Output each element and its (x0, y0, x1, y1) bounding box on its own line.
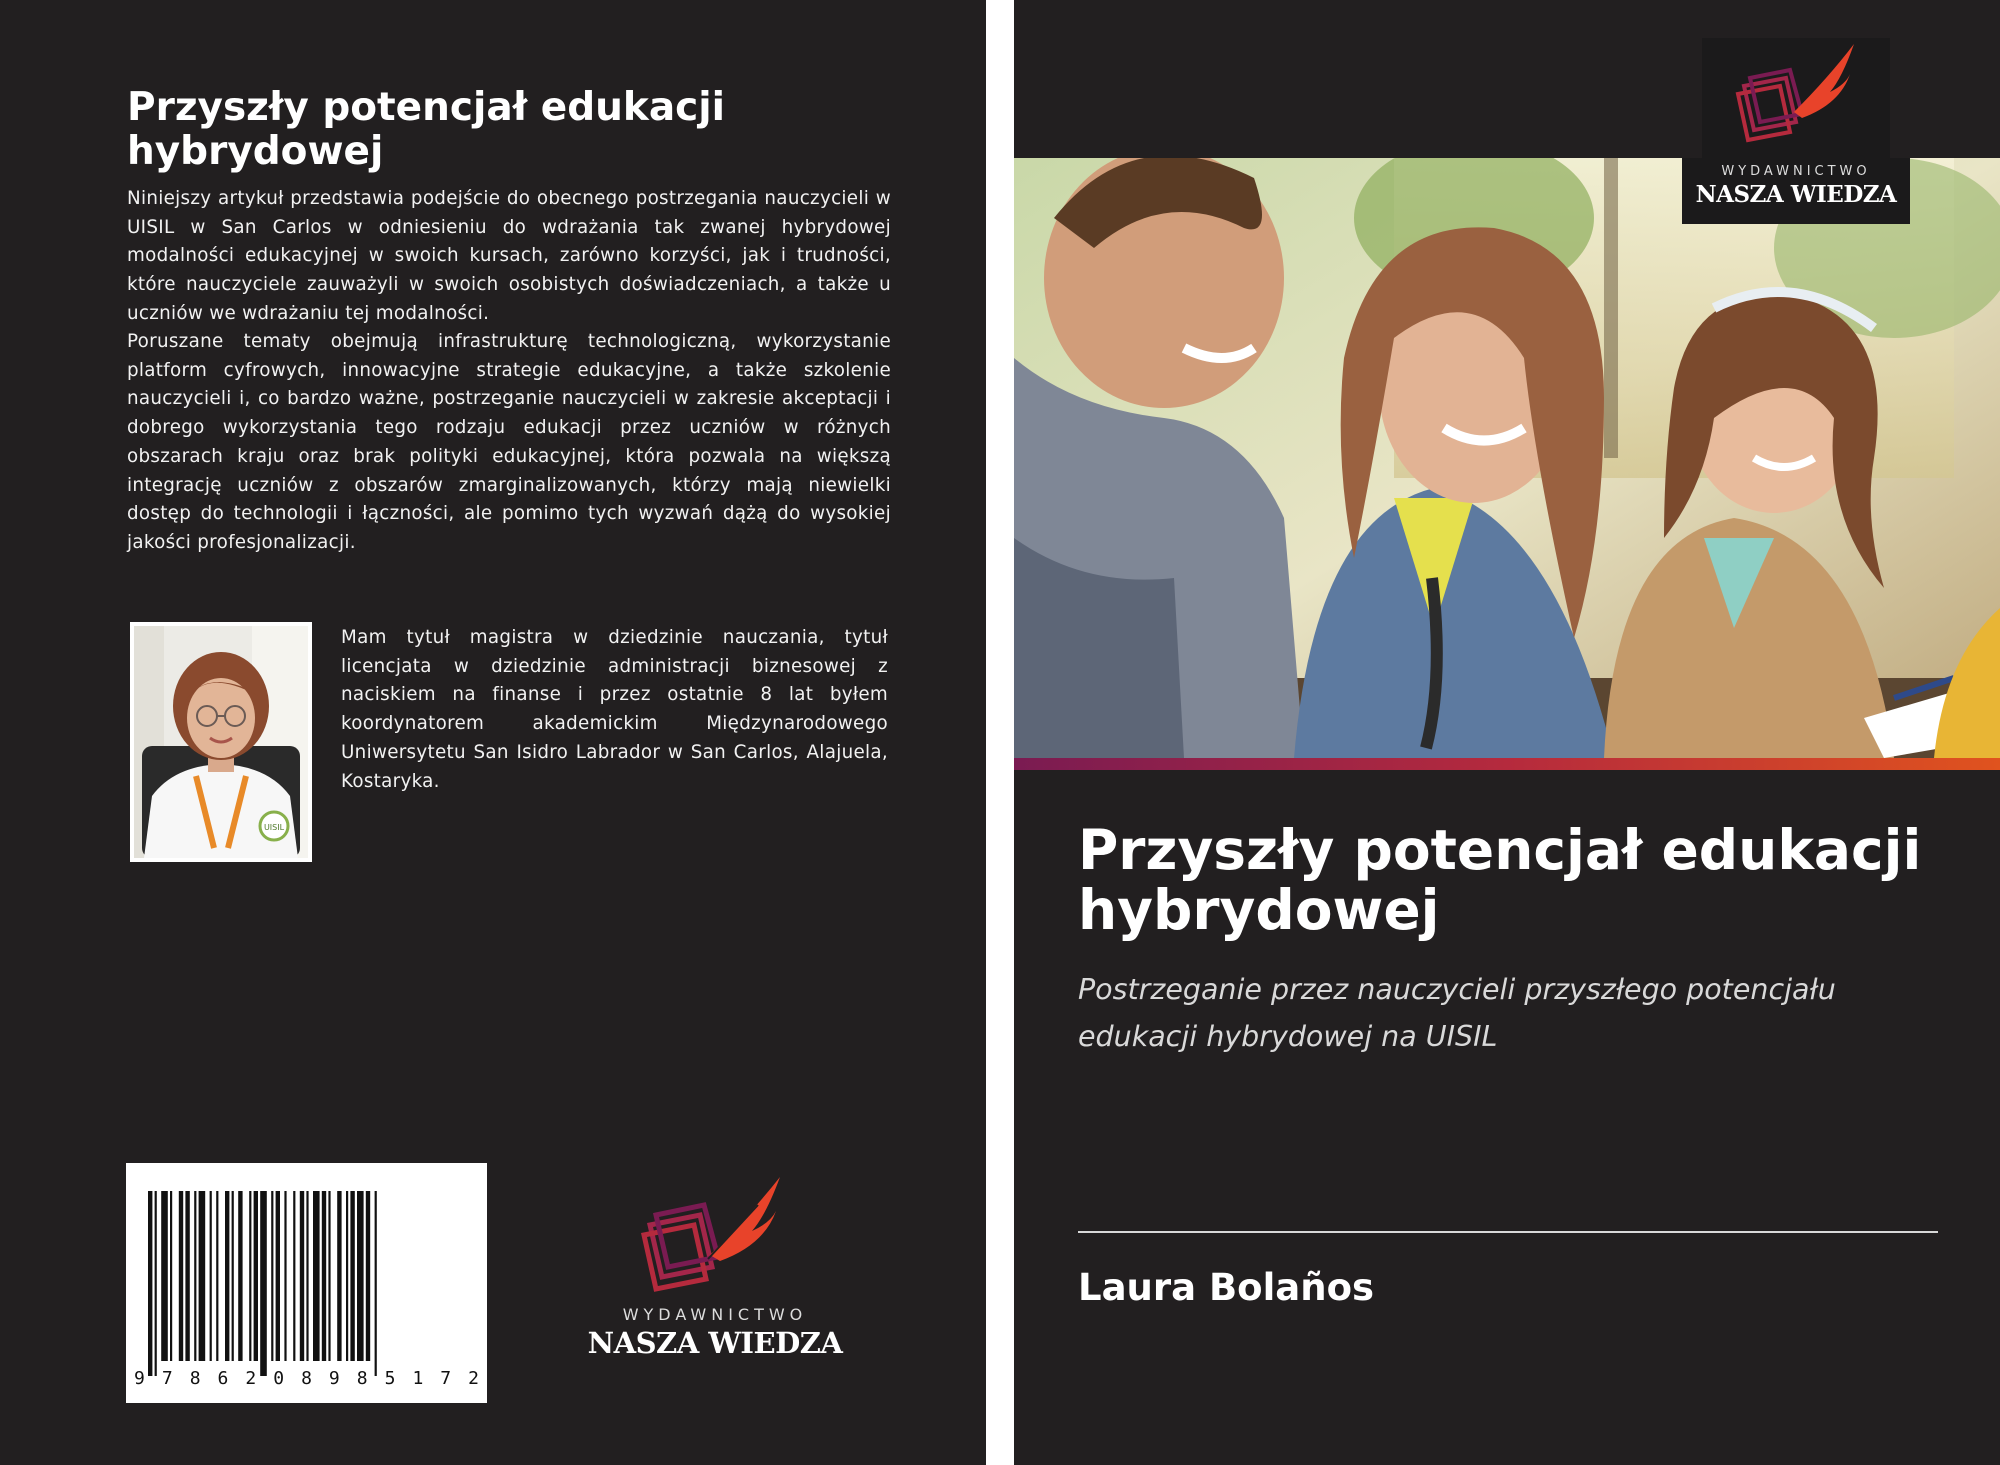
isbn-digit: 6 (217, 1368, 229, 1389)
barcode-bar (232, 1191, 234, 1361)
description-paragraph-1: Niniejszy artykuł przedstawia podejście do obecnego postrzegania nauczycieli w UISIL w San Carlos w odniesieniu do wdrażania tak zwanej hybrydowej modalności edukacyjnej w swoich kursach, zarówno korzyści, jak i trudności, które nauczyciele zauważyli w swoich osobistych doświadczeniach, a także u uczniów we wdrażaniu tej modalności. (127, 188, 891, 324)
isbn-digit: 0 (273, 1368, 285, 1389)
barcode-bar (185, 1191, 189, 1361)
barcode-bar (328, 1191, 330, 1361)
barcode-bar (225, 1191, 229, 1361)
author-photo-image (134, 626, 308, 858)
barcode-bar (366, 1191, 370, 1361)
barcode-bar (238, 1191, 242, 1361)
publisher-line2: NASZA WIEDZA (1695, 181, 1897, 208)
isbn-digit: 7 (161, 1368, 173, 1389)
barcode-bar (322, 1191, 326, 1361)
isbn-barcode (126, 1163, 487, 1403)
barcode-bar (293, 1191, 295, 1361)
barcode-bar (170, 1191, 172, 1361)
barcode-bar (271, 1191, 273, 1361)
isbn-digit: 2 (245, 1368, 257, 1389)
feather-book-logo-icon (580, 1175, 850, 1295)
front-cover-title: Przyszły potencjał edukacji hybrydowej (1078, 818, 1922, 942)
description-paragraph-2: Poruszane tematy obejmują infrastrukturę technologiczną, wykorzystanie platform cyfrowych, innowacyjne strategie edukacyjne, a także szkolenie nauczycieli i, co bardzo ważne, postrzeganie nauczycieli w zakresie akceptacji i dobrego wykorzystania tego rodzaju edukacji przez uczniów w różnych obszarach kraju oraz brak polityki edukacyjnej, która pozwala na większą integrację uczniów z obszarów zmarginalizowanych, którzy mają niewielki dostęp do technologii i łączności, ale pomimo tych wyzwań dążą do wysokiej jakości profesjonalizacji. (127, 331, 891, 553)
barcode-bar (179, 1191, 183, 1361)
front-cover-subtitle: Postrzeganie przez nauczycieli przyszłego potencjału edukacji hybrydowej na UISIL (1078, 973, 1836, 1053)
divider (1078, 1231, 1938, 1233)
barcode-bar (346, 1191, 348, 1361)
barcode-bar (155, 1191, 157, 1376)
barcode-bar (375, 1191, 377, 1376)
barcode-bar (300, 1191, 304, 1361)
publisher-logo-back (580, 1175, 850, 1365)
barcode-bar (249, 1191, 251, 1361)
publisher-logo-front (1682, 38, 1910, 224)
author-bio: Mam tytuł magistra w dziedzinie nauczania, tytuł licencjata w dziedzinie administracji biznesowej z naciskiem na finanse i przez ostatnie 8 lat byłem koordynatorem akademickim Międzynarodowego Uniwersytetu San Isidro Labrador w San Carlos, Alajuela, Kostaryka. (341, 627, 888, 792)
isbn-digit: 9 (134, 1368, 145, 1389)
isbn-digit: 8 (301, 1368, 312, 1389)
barcode-bar (148, 1191, 152, 1376)
back-cover (0, 0, 986, 1465)
publisher-line1: WYDAWNICTWO (1721, 164, 1871, 179)
isbn-digit: 8 (356, 1368, 368, 1389)
barcode-bar (276, 1191, 280, 1361)
shirt-badge-text: UISIL (263, 823, 285, 832)
author-name: Laura Bolaños (1078, 1266, 1375, 1309)
publisher-line2: NASZA WIEDZA (587, 1326, 843, 1360)
isbn-number (134, 1368, 479, 1389)
isbn-digit: 9 (328, 1368, 340, 1389)
barcode-bar (194, 1191, 196, 1361)
publisher-line1: WYDAWNICTWO (622, 1305, 808, 1324)
accent-stripe (1014, 758, 2000, 770)
isbn-digit: 1 (412, 1368, 424, 1389)
author-photo (130, 622, 312, 862)
barcode-bar (199, 1191, 206, 1361)
barcode-bar (216, 1191, 218, 1361)
barcode-bar (260, 1191, 267, 1376)
barcode-bar (210, 1191, 212, 1361)
back-cover-title: Przyszły potencjał edukacji hybrydowej (127, 85, 725, 174)
barcode-bar (161, 1191, 168, 1361)
barcode-bar (350, 1191, 354, 1361)
barcode-bar (313, 1191, 320, 1361)
feather-book-logo-icon (1682, 38, 1910, 162)
publisher-band (1682, 158, 1910, 224)
barcode-bar (254, 1191, 258, 1361)
barcode-bar (306, 1191, 308, 1361)
barcode-bar (357, 1191, 364, 1361)
barcode-bar (337, 1191, 341, 1361)
isbn-digit: 2 (468, 1368, 479, 1389)
front-cover (1014, 0, 2000, 1465)
isbn-digit: 5 (384, 1368, 396, 1389)
students-photo-image (1014, 158, 2000, 758)
barcode-bar (284, 1191, 286, 1361)
students-photo (1014, 158, 2000, 758)
isbn-digit: 8 (189, 1368, 201, 1389)
isbn-digit: 7 (440, 1368, 452, 1389)
barcode-icon (126, 1163, 487, 1403)
